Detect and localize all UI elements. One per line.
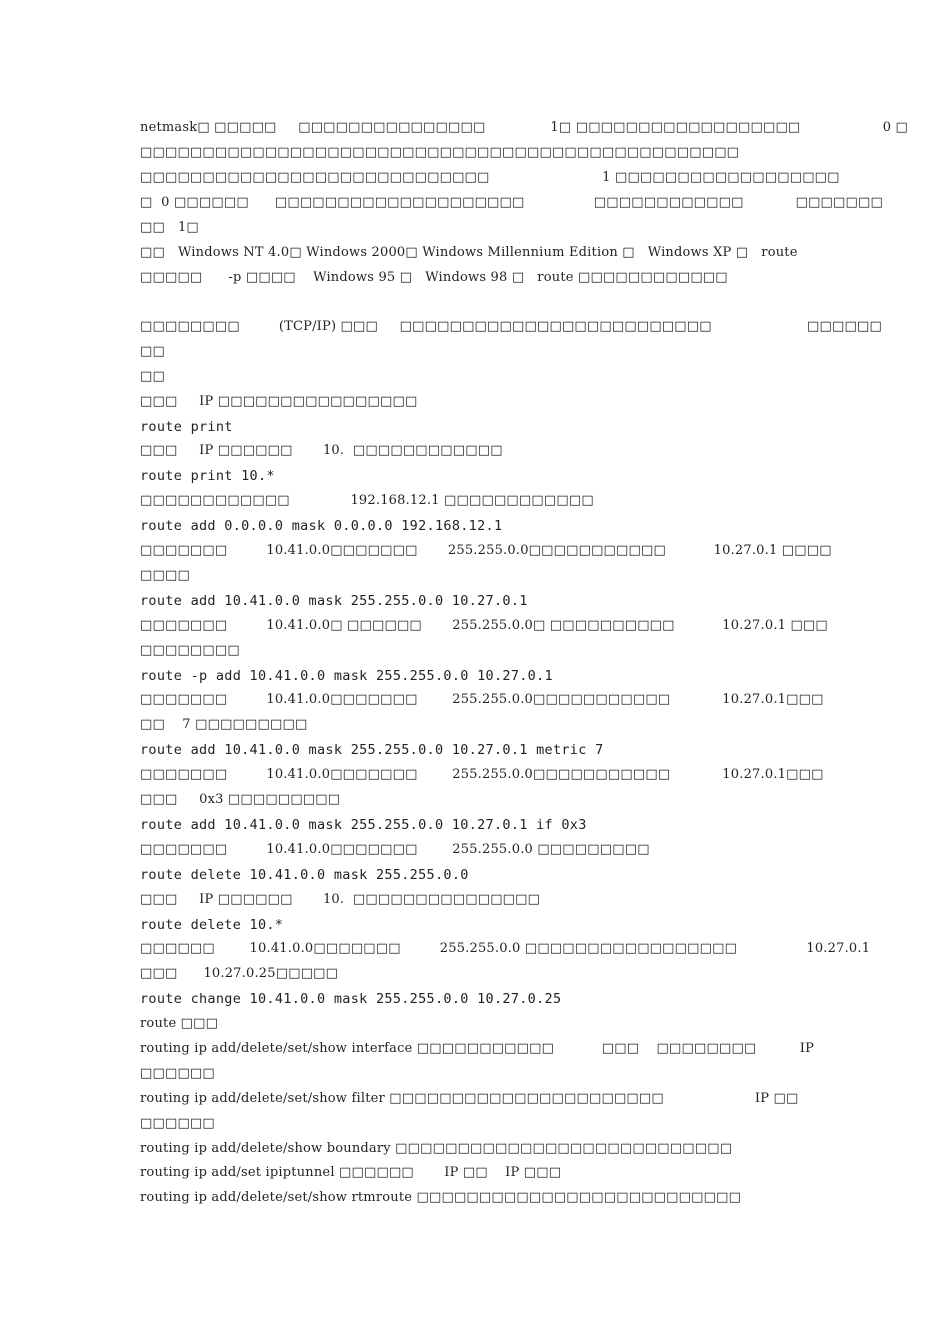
command-line: route add 10.41.0.0 mask 255.255.0.0 10.27.0.1 metric 7	[140, 742, 604, 758]
text-line: □□□□□□□□	[140, 643, 240, 658]
text-line: □□□ IP □□□□□□ 10. □□□□□□□□□□□□□□□	[140, 892, 541, 907]
text-line: □□□□□□□ 10.41.0.0□□□□□□□ 255.255.0.0□□□□□□□□□□□ 10.27.0.1□□□	[140, 692, 824, 707]
text-line: □□□□□□□□□□□□□□□□□□□□□□□□□□□□ 1 □□□□□□□□□□□□□□□□□□	[140, 170, 840, 185]
text-line: □□ 7 □□□□□□□□□	[140, 717, 308, 732]
text-line: □□ Windows NT 4.0□ Windows 2000□ Windows Millennium Edition □ Windows XP □ route	[140, 245, 798, 260]
text-line: □□□□□□□ 10.41.0.0□□□□□□□ 255.255.0.0□□□□□□□□□□□ 10.27.0.1 □□□□	[140, 543, 832, 558]
text-line: routing ip add/delete/set/show interface □□□□□□□□□□□ □□□ □□□□□□□□ IP	[140, 1041, 815, 1056]
text-line: routing ip add/delete/show boundary □□□□□□□□□□□□□□□□□□□□□□□□□□□	[140, 1141, 733, 1156]
text-line: □□□□□□□ 10.41.0.0□ □□□□□□ 255.255.0.0□ □□□□□□□□□□ 10.27.0.1 □□□	[140, 618, 828, 633]
text-line: routing ip add/delete/set/show rtmroute □□□□□□□□□□□□□□□□□□□□□□□□□□	[140, 1190, 742, 1205]
command-line: route add 10.41.0.0 mask 255.255.0.0 10.27.0.1	[140, 593, 528, 609]
text-line: □□□□□□□ 10.41.0.0□□□□□□□ 255.255.0.0□□□□□□□□□□□ 10.27.0.1□□□	[140, 767, 824, 782]
command-line: route add 0.0.0.0 mask 0.0.0.0 192.168.12.1	[140, 518, 503, 534]
command-line: route -p add 10.41.0.0 mask 255.255.0.0 10.27.0.1	[140, 668, 553, 684]
text-line: □□ 1□	[140, 220, 199, 235]
text-line: □□□□□□□□□□□□□□□□□□□□□□□□□□□□□□□□□□□□□□□□□□□□□□□□	[140, 145, 740, 160]
command-line: route delete 10.*	[140, 917, 284, 933]
text-line: □□□□□□□ 10.41.0.0□□□□□□□ 255.255.0.0 □□□□□□□□□	[140, 842, 650, 857]
text-line: □□□ IP □□□□□□□□□□□□□□□□	[140, 394, 418, 409]
text-line: □□□□□□□□□□□□ 192.168.12.1 □□□□□□□□□□□□	[140, 493, 594, 508]
text-line: □□	[140, 369, 165, 384]
text-line: □□□□□□	[140, 1116, 215, 1131]
command-line: route print 10.*	[140, 468, 275, 484]
text-line: routing ip add/delete/set/show filter □□□□□□□□□□□□□□□□□□□□□□ IP □□	[140, 1091, 799, 1106]
text-line: routing ip add/set ipiptunnel □□□□□□ IP □□ IP □□□	[140, 1165, 562, 1180]
text-line: □□	[140, 344, 165, 359]
command-line: route add 10.41.0.0 mask 255.255.0.0 10.27.0.1 if 0x3	[140, 817, 587, 833]
text-line: □ 0 □□□□□□ □□□□□□□□□□□□□□□□□□□□ □□□□□□□□□□□□ □□□□□□□	[140, 195, 883, 210]
text-line: □□□□□□	[140, 1066, 215, 1081]
text-line: □□□□□□□□ (TCP/IP) □□□ □□□□□□□□□□□□□□□□□□□□□□□□□ □□□□□□	[140, 319, 882, 334]
text-line: □□□□□□ 10.41.0.0□□□□□□□ 255.255.0.0 □□□□□□□□□□□□□□□□□ 10.27.0.1	[140, 941, 871, 956]
text-line: □□□ IP □□□□□□ 10. □□□□□□□□□□□□	[140, 443, 503, 458]
text-line: □□□ 10.27.0.25□□□□□	[140, 966, 339, 981]
command-line: route delete 10.41.0.0 mask 255.255.0.0	[140, 867, 469, 883]
command-line: route change 10.41.0.0 mask 255.255.0.0 10.27.0.25	[140, 991, 562, 1007]
command-line: route print	[140, 419, 233, 435]
text-line: □□□ 0x3 □□□□□□□□□	[140, 792, 341, 807]
text-line: route □□□	[140, 1016, 219, 1031]
text-line: netmask□ □□□□□ □□□□□□□□□□□□□□□ 1□ □□□□□□□□□□□□□□□□□□ 0 □	[140, 120, 909, 135]
text-line: □□□□□ -p □□□□ Windows 95 □ Windows 98 □ route □□□□□□□□□□□□	[140, 270, 728, 285]
text-line: □□□□	[140, 568, 190, 583]
